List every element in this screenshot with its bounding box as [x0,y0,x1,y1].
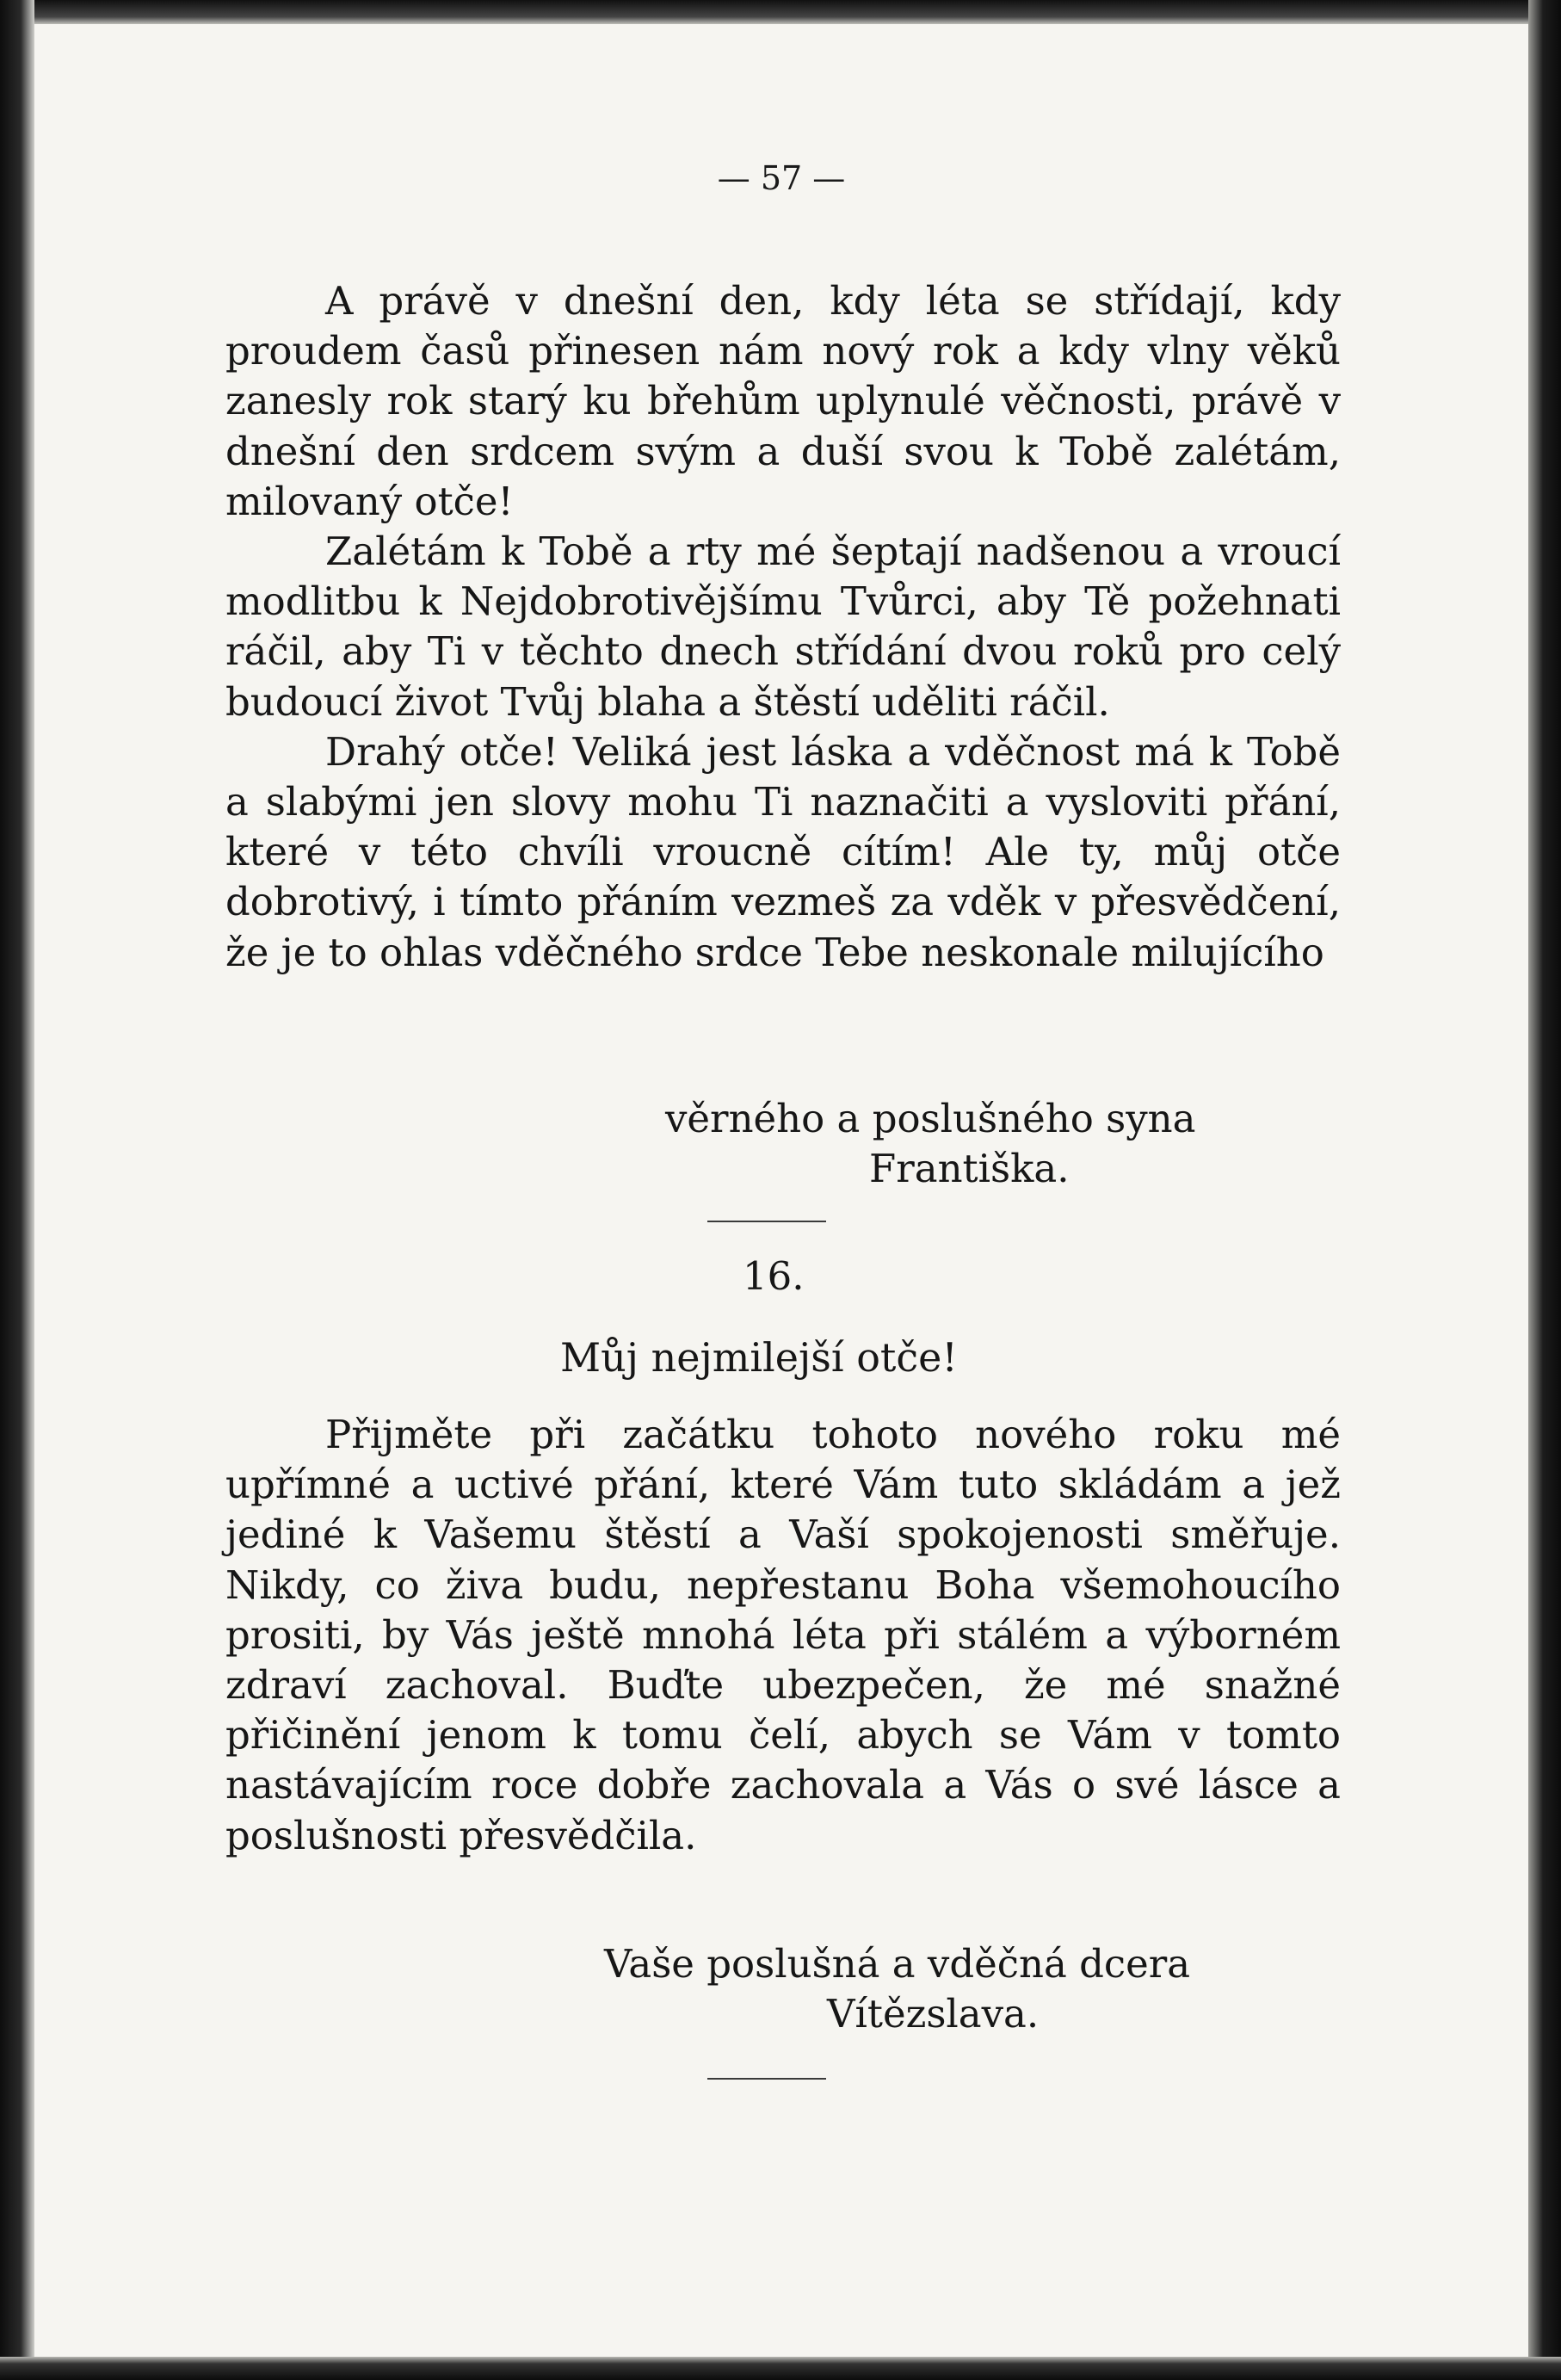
letter-16-signature-line-1: Vaše poslušná a vděčná dcera [604,1941,1191,1987]
scan-right-edge [1528,0,1561,2380]
scan-bottom-edge [0,2357,1561,2380]
letter-15-signature-line-1: věrného a poslušného syna [665,1096,1196,1141]
letter-15-signature-name: Františka. [869,1146,1070,1191]
letter-16-number: 16. [743,1253,805,1299]
letter-16-paragraph-1: Přijměte při začátku tohoto nového roku mé upřímné a uctivé přání, které Vám tuto skládám a jež jediné k Vašemu štěstí a Vaší spokojenosti směřuje. Nikdy, co živa budu, nepřestanu Boha všemohoucího prositi, by Vás ještě mnohá léta při stálém a výborném zdraví zachoval. Buďte ubezpečen, že mé snažné přičinění jenom k tomu čelí, abych se Vám v tomto nastávajícím roce dobře zachovala a Vás o své lásce a poslušnosti přesvědčila. [225,1412,1341,1858]
section-divider [707,1221,826,1222]
page-number: — 57 — [717,159,846,197]
letter-16-salutation: Můj nejmilejší otče! [560,1334,958,1381]
letter-16-body [225,1410,1341,1861]
letter-16-signature-name: Vítězslava. [827,1991,1040,2037]
letter-15-body [225,276,1341,978]
book-binding-edge [0,0,34,2380]
scan-top-edge [34,0,1561,24]
letter-15-paragraph-1: A právě v dnešní den, kdy léta se střídají, kdy proudem časů přinesen nám nový rok a kdy vlny věků zanesly rok starý ku břehům uplynulé věčnosti, právě v dnešní den srdcem svým a duší svou k Tobě zalétám, milovaný otče! [225,278,1341,524]
end-divider [707,2078,826,2080]
letter-15-paragraph-3: Drahý otče! Veliká jest láska a vděčnost má k Tobě a slabými jen slovy mohu Ti naznačiti a vysloviti přání, které v této chvíli vroucně cítím! Ale ty, můj otče dobrotivý, i tímto přáním vezmeš za vděk v přesvědčení, že je to ohlas vděčného srdce Tebe neskonale milujícího [225,728,1341,975]
letter-15-paragraph-2: Zalétám k Tobě a rty mé šeptají nadšenou a vroucí modlitbu k Nejdobrotivějšímu Tvůrci, aby Tě požehnati ráčil, aby Ti v těchto dnech střídání dvou roků pro celý budoucí život Tvůj blaha a štěstí uděliti ráčil. [225,529,1341,725]
book-page [34,24,1528,2357]
